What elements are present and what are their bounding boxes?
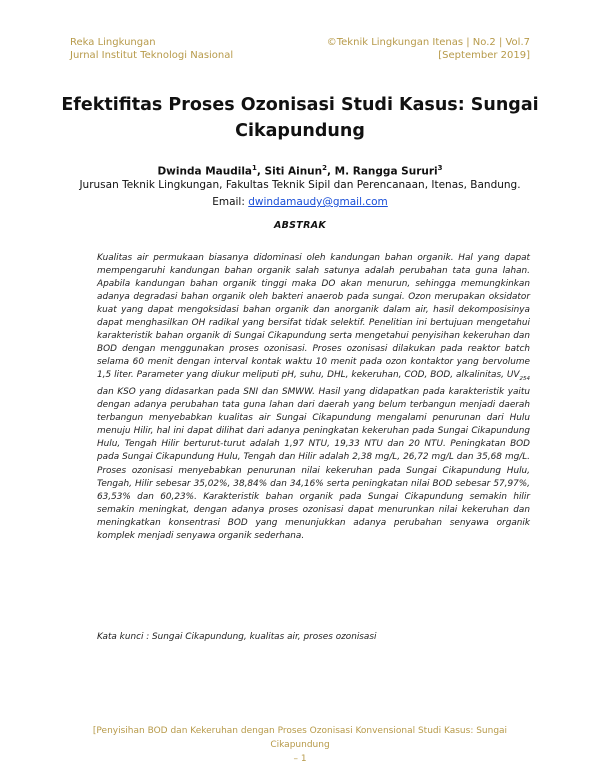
journal-institution: Jurnal Institut Teknologi Nasional [70, 50, 234, 61]
author-name: Dwinda Maudila [157, 165, 253, 178]
running-footer [70, 724, 530, 766]
keywords: Kata kunci : Sungai Cikapundung, kualitas air, proses ozonisasi [97, 632, 377, 642]
footer-title: [Penyisihan BOD dan Kekeruhan dengan Proses Ozonisasi Konvensional Studi Kasus: Sungai Cikapundung [92, 726, 508, 750]
article-title: Efektifitas Proses Ozonisasi Studi Kasus: Sungai Cikapundung [61, 95, 539, 141]
journal-volume-info: ©Teknik Lingkungan Itenas | No.2 | Vol.7 [326, 37, 530, 48]
author-separator: , [256, 165, 265, 178]
journal-issue-date: [September 2019] [438, 50, 530, 61]
email-label: Email: [212, 196, 245, 208]
abstract-subscript: 254 [519, 376, 530, 383]
abstract-text-part2: dan KSO yang didasarkan pada SNI dan SMWW. Hasil yang didapatkan pada karakteristik yaitu dengan adanya perubahan tata guna lahan dari daerah yang belum terbangun menjadi daerah terbangun menyebabkan kualitas air Sungai Cikapundung mengalami penurunan dari Hulu menuju Hilir, hal ini dapat dilihat dari adanya peningkatan kekeruhan pada Sungai Cikapundung Hulu, Tengah Hilir berturut-turut adalah 1,97 NTU, 19,33 NTU dan 20 NTU. Peningkatan BOD pada Sungai Cikapundung Hulu, Tengah dan Hilir adalah 2,38 mg/L, 26,72 mg/L dan 35,68 mg/L. Proses ozonisasi menyebabkan penurunan nilai kekeruhan pada Sungai Cikapundung Hulu, Tengah, Hilir sebesar 35,02%, 38,84% dan 34,16% serta peningkatan nilai BOD sebesar 57,97%, 63,53% dan 60,23%. Karakteristik bahan organik pada Sungai Cikapundung semakin hilir semakin meningkat, dengan adanya proses ozonisasi dapat menurunkan nilai kekeruhan dan meningkatkan konsentrasi BOD yang menunjukkan adanya perubahan senyawa organik komplek menjadi senyawa organik sederhana. [97, 387, 530, 541]
author-affiliation: Jurusan Teknik Lingkungan, Fakultas Teknik Sipil dan Perencanaan, Itenas, Bandung. [79, 179, 521, 191]
author-affiliation-mark: 3 [437, 164, 443, 172]
author-affiliation-mark: 2 [322, 164, 328, 172]
abstract-body [97, 252, 530, 543]
abstract-text-part1: Kualitas air permukaan biasanya didominasi oleh kandungan bahan organik. Hal yang dapat mempengaruhi kandungan bahan organik salah satunya adalah perubahan tata guna lahan. Apabila kandungan bahan organik tinggi maka DO akan menurun, sehingga memungkinkan adanya degradasi bahan organik oleh bakteri anaerob pada sungai. Ozon merupakan oksidator kuat yang dapat mengoksidasi bahan organik dan anorganik dalam air, hasil dekomposisinya dapat menghasilkan OH radikal yang bersifat tidak selektif. Penelitian ini bertujuan mengetahui karakteristik bahan organik di Sungai Cikapundung serta mengetahui penyisihan kekeruhan dan BOD dengan menggunakan proses ozonisasi. Proses ozonisasi dilakukan pada reaktor batch selama 60 menit dengan interval kontak waktu 10 menit pada ozon kontaktor yang bervolume 1,5 liter. Parameter yang diukur meliputi pH, suhu, DHL, kekeruhan, COD, BOD, alkalinitas, UV [97, 253, 530, 381]
abstract-heading: ABSTRAK [273, 220, 327, 231]
page-number: – 1 [293, 754, 307, 764]
author-name: M. Rangga Sururi [334, 165, 438, 178]
running-header-left [70, 36, 233, 62]
author-separator: , [327, 165, 335, 178]
contact-email-line [40, 194, 560, 210]
running-header-right [327, 36, 530, 62]
author-affiliation-mark: 1 [252, 164, 257, 172]
email-link[interactable]: dwindamaudy@gmail.com [248, 196, 388, 208]
journal-short-name: Reka Lingkungan [70, 37, 156, 48]
author-name: Siti Ainun [264, 165, 323, 178]
